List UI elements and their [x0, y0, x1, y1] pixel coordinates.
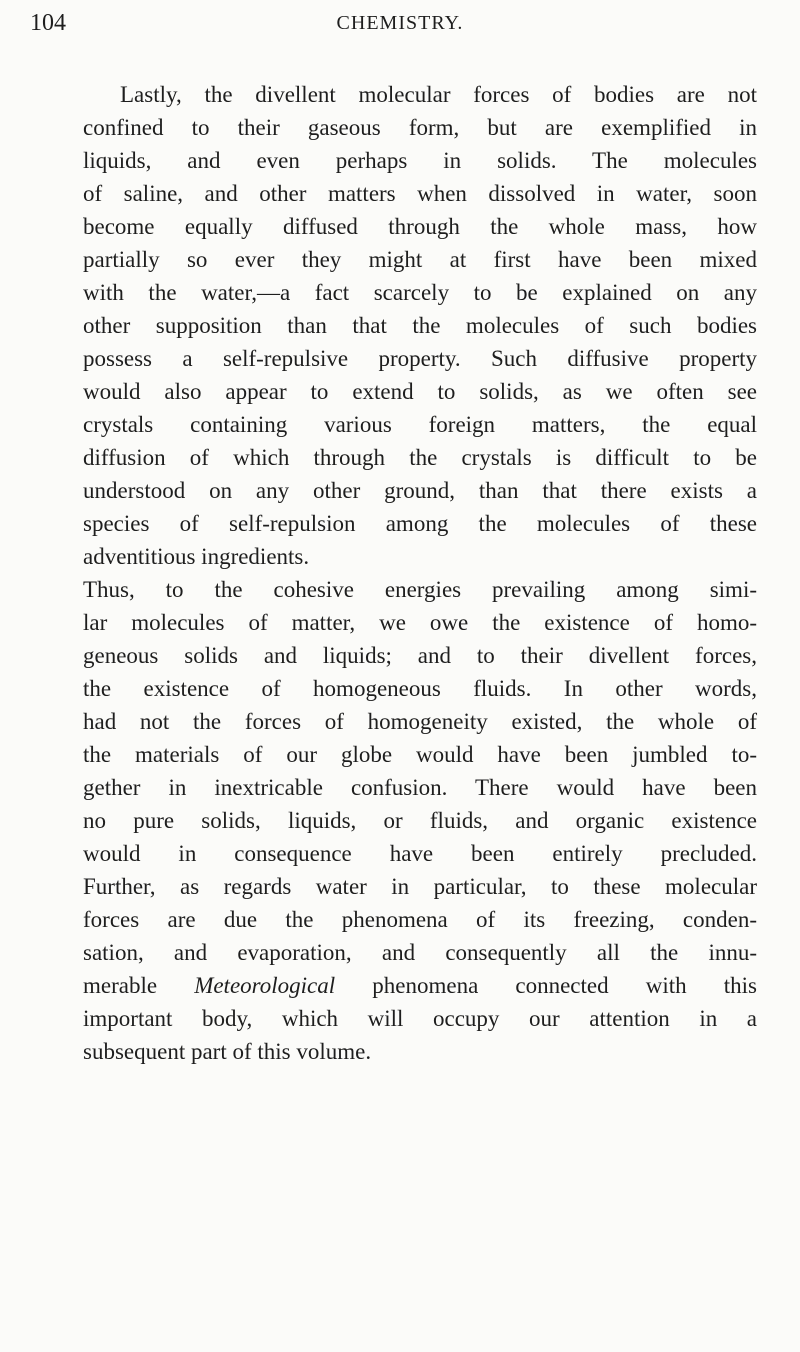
text-line: adventitious ingredients. [83, 544, 310, 569]
text-line: would in consequence have been entirely precluded. [83, 841, 757, 866]
text-line: sation, and evaporation, and consequently all the innu- [83, 940, 757, 965]
text-line: with the water,—a fact scarcely to be explained on any [83, 280, 757, 305]
text-line: no pure solids, liquids, or fluids, and organic existence [83, 808, 757, 833]
text-line: the materials of our globe would have been jumbled to- [83, 742, 757, 767]
text-line: geneous solids and liquids; and to their divellent forces, [83, 643, 757, 668]
text-line: forces are due the phenomena of its freezing, conden- [83, 907, 757, 932]
text-span: phenomena connected with this [335, 973, 757, 998]
text-line: other supposition than that the molecules of such bodies [83, 313, 757, 338]
page-number: 104 [30, 10, 66, 36]
text-line: of saline, and other matters when dissolved in water, soon [83, 181, 757, 206]
text-line: liquids, and even perhaps in solids. The molecules [83, 148, 757, 173]
text-line: would also appear to extend to solids, as we often see [83, 379, 757, 404]
text-line: diffusion of which through the crystals is difficult to be [83, 445, 757, 470]
text-line [83, 969, 757, 1002]
italic-term: Meteorological [194, 973, 336, 998]
text-line: Thus, to the cohesive energies prevailing among simi- [83, 577, 757, 602]
text-line: crystals containing various foreign matters, the equal [83, 412, 757, 437]
text-span: merable [83, 973, 195, 998]
text-line: lar molecules of matter, we owe the existence of homo- [83, 610, 757, 635]
text-line: the existence of homogeneous fluids. In other words, [83, 676, 757, 701]
text-line: partially so ever they might at first have been mixed [83, 247, 757, 272]
text-line: understood on any other ground, than that there exists a [83, 478, 757, 503]
text-line: possess a self-repulsive property. Such diffusive property [83, 346, 757, 371]
text-line: important body, which will occupy our attention in a [83, 1006, 757, 1031]
text-line: gether in inextricable confusion. There would have been [83, 775, 757, 800]
text-line: Further, as regards water in particular, to these molecular [83, 874, 757, 899]
body-text [83, 78, 757, 1068]
text-line: Lastly, the divellent molecular forces of bodies are not [120, 82, 757, 107]
running-head: CHEMISTRY. [336, 12, 464, 34]
text-line: had not the forces of homogeneity existed, the whole of [83, 709, 757, 734]
text-line: confined to their gaseous form, but are exemplified in [83, 115, 757, 140]
text-line: become equally diffused through the whole mass, how [83, 214, 757, 239]
text-line: subsequent part of this volume. [83, 1039, 372, 1064]
text-line: species of self-repulsion among the molecules of these [83, 511, 757, 536]
